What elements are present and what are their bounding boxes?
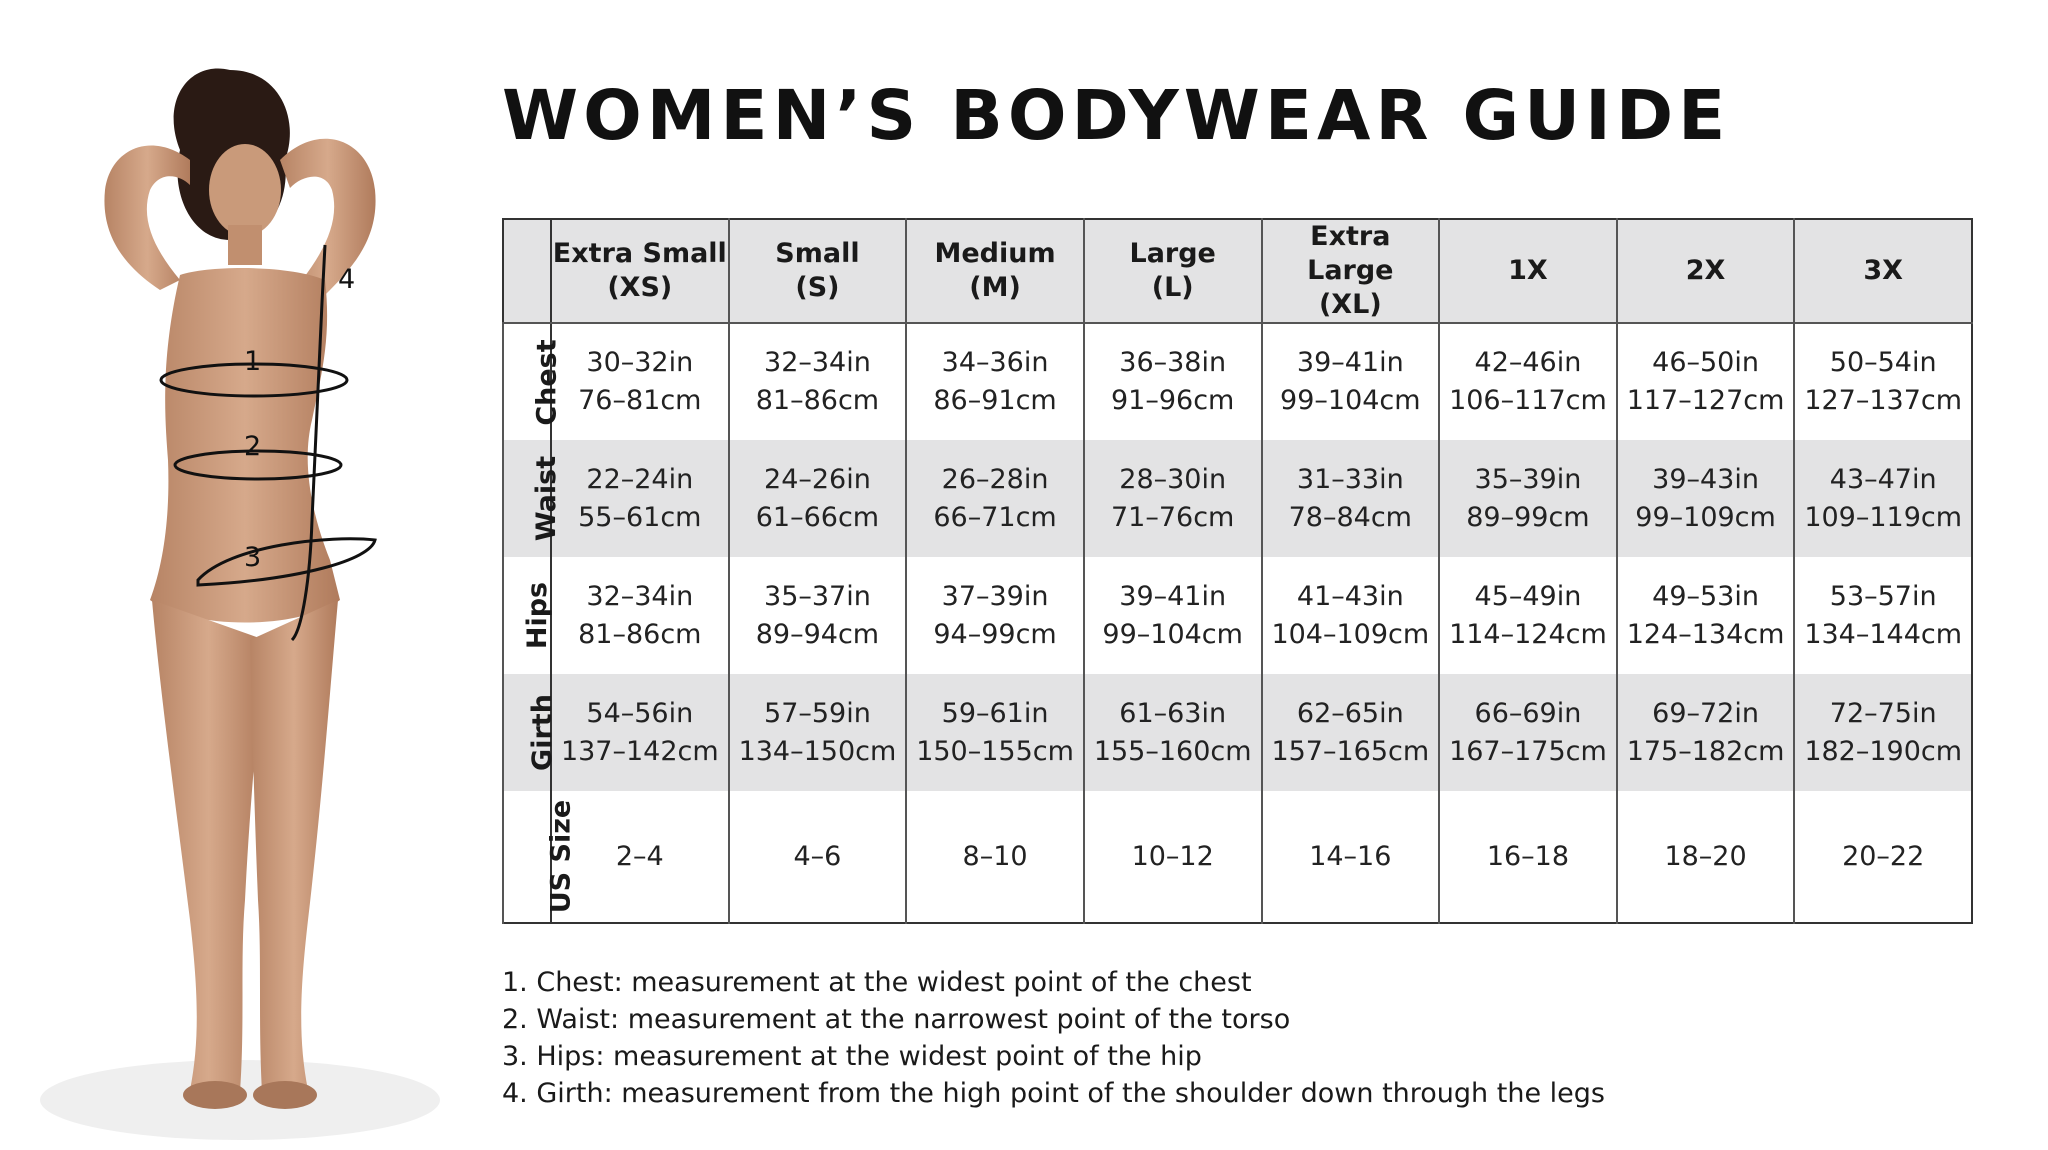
note-chest: 1. Chest: measurement at the widest point of the chest [502,967,1252,998]
table-cell: 4–6 [729,791,907,923]
table-row-waist [503,440,1972,557]
model-figure [40,40,480,1150]
table-cell: 57–59in 134–150cm [729,674,907,791]
table-cell: 14–16 [1262,791,1440,923]
table-cell: 35–39in 89–99cm [1439,440,1617,557]
corner-cell [503,219,551,323]
table-cell: 59–61in 150–155cm [906,674,1084,791]
table-row-chest [503,323,1972,440]
marker-1: 1 [244,346,262,377]
note-waist: 2. Waist: measurement at the narrowest point of the torso [502,1004,1291,1035]
table-cell: 49–53in 124–134cm [1617,557,1795,674]
table-cell: 39–41in 99–104cm [1262,323,1440,440]
table-cell: 43–47in 109–119cm [1794,440,1972,557]
table-cell: 31–33in 78–84cm [1262,440,1440,557]
table-cell: 42–46in 106–117cm [1439,323,1617,440]
table-cell: 34–36in 86–91cm [906,323,1084,440]
row-label-chest: Chest [503,323,551,440]
table-cell: 16–18 [1439,791,1617,923]
column-header-2x: 2X [1617,219,1795,323]
table-cell: 37–39in 94–99cm [906,557,1084,674]
column-header-m: Medium (M) [906,219,1084,323]
table-cell: 39–41in 99–104cm [1084,557,1262,674]
table-cell: 41–43in 104–109cm [1262,557,1440,674]
marker-3: 3 [244,542,262,573]
table-cell: 46–50in 117–127cm [1617,323,1795,440]
row-label-us-size: US Size [503,791,551,923]
table-cell: 53–57in 134–144cm [1794,557,1972,674]
row-label-waist: Waist [503,440,551,557]
note-girth: 4. Girth: measurement from the high point of the shoulder down through the legs [502,1078,1605,1109]
model-illustration [40,40,480,1150]
column-header-xl: Extra Large (XL) [1262,219,1440,323]
size-table [502,218,1973,924]
table-cell: 69–72in 175–182cm [1617,674,1795,791]
table-cell: 10–12 [1084,791,1262,923]
table-cell: 62–65in 157–165cm [1262,674,1440,791]
table-cell: 54–56in 137–142cm [551,674,729,791]
table-cell: 22–24in 55–61cm [551,440,729,557]
row-label-hips: Hips [503,557,551,674]
table-cell: 30–32in 76–81cm [551,323,729,440]
measurement-notes [502,964,1605,1112]
table-row-hips [503,557,1972,674]
table-cell: 2–4 [551,791,729,923]
table-cell: 24–26in 61–66cm [729,440,907,557]
table-cell: 26–28in 66–71cm [906,440,1084,557]
table-cell: 35–37in 89–94cm [729,557,907,674]
table-cell: 66–69in 167–175cm [1439,674,1617,791]
column-header-l: Large (L) [1084,219,1262,323]
note-hips: 3. Hips: measurement at the widest point of the hip [502,1041,1202,1072]
table-cell: 8–10 [906,791,1084,923]
marker-2: 2 [244,431,262,462]
table-cell: 61–63in 155–160cm [1084,674,1262,791]
column-header-1x: 1X [1439,219,1617,323]
table-row-girth [503,674,1972,791]
row-label-girth: Girth [503,674,551,791]
table-cell: 45–49in 114–124cm [1439,557,1617,674]
table-row-us-size [503,791,1972,923]
table-cell: 18–20 [1617,791,1795,923]
page-title: WOMEN’S BODYWEAR GUIDE [502,76,1731,156]
table-cell: 36–38in 91–96cm [1084,323,1262,440]
table-cell: 50–54in 127–137cm [1794,323,1972,440]
table-cell: 32–34in 81–86cm [729,323,907,440]
header-row [503,219,1972,323]
table-cell: 39–43in 99–109cm [1617,440,1795,557]
column-header-3x: 3X [1794,219,1972,323]
table-cell: 72–75in 182–190cm [1794,674,1972,791]
table-cell: 20–22 [1794,791,1972,923]
marker-4: 4 [338,264,356,295]
column-header-s: Small (S) [729,219,907,323]
table-cell: 32–34in 81–86cm [551,557,729,674]
table-cell: 28–30in 71–76cm [1084,440,1262,557]
column-header-xs: Extra Small (XS) [551,219,729,323]
